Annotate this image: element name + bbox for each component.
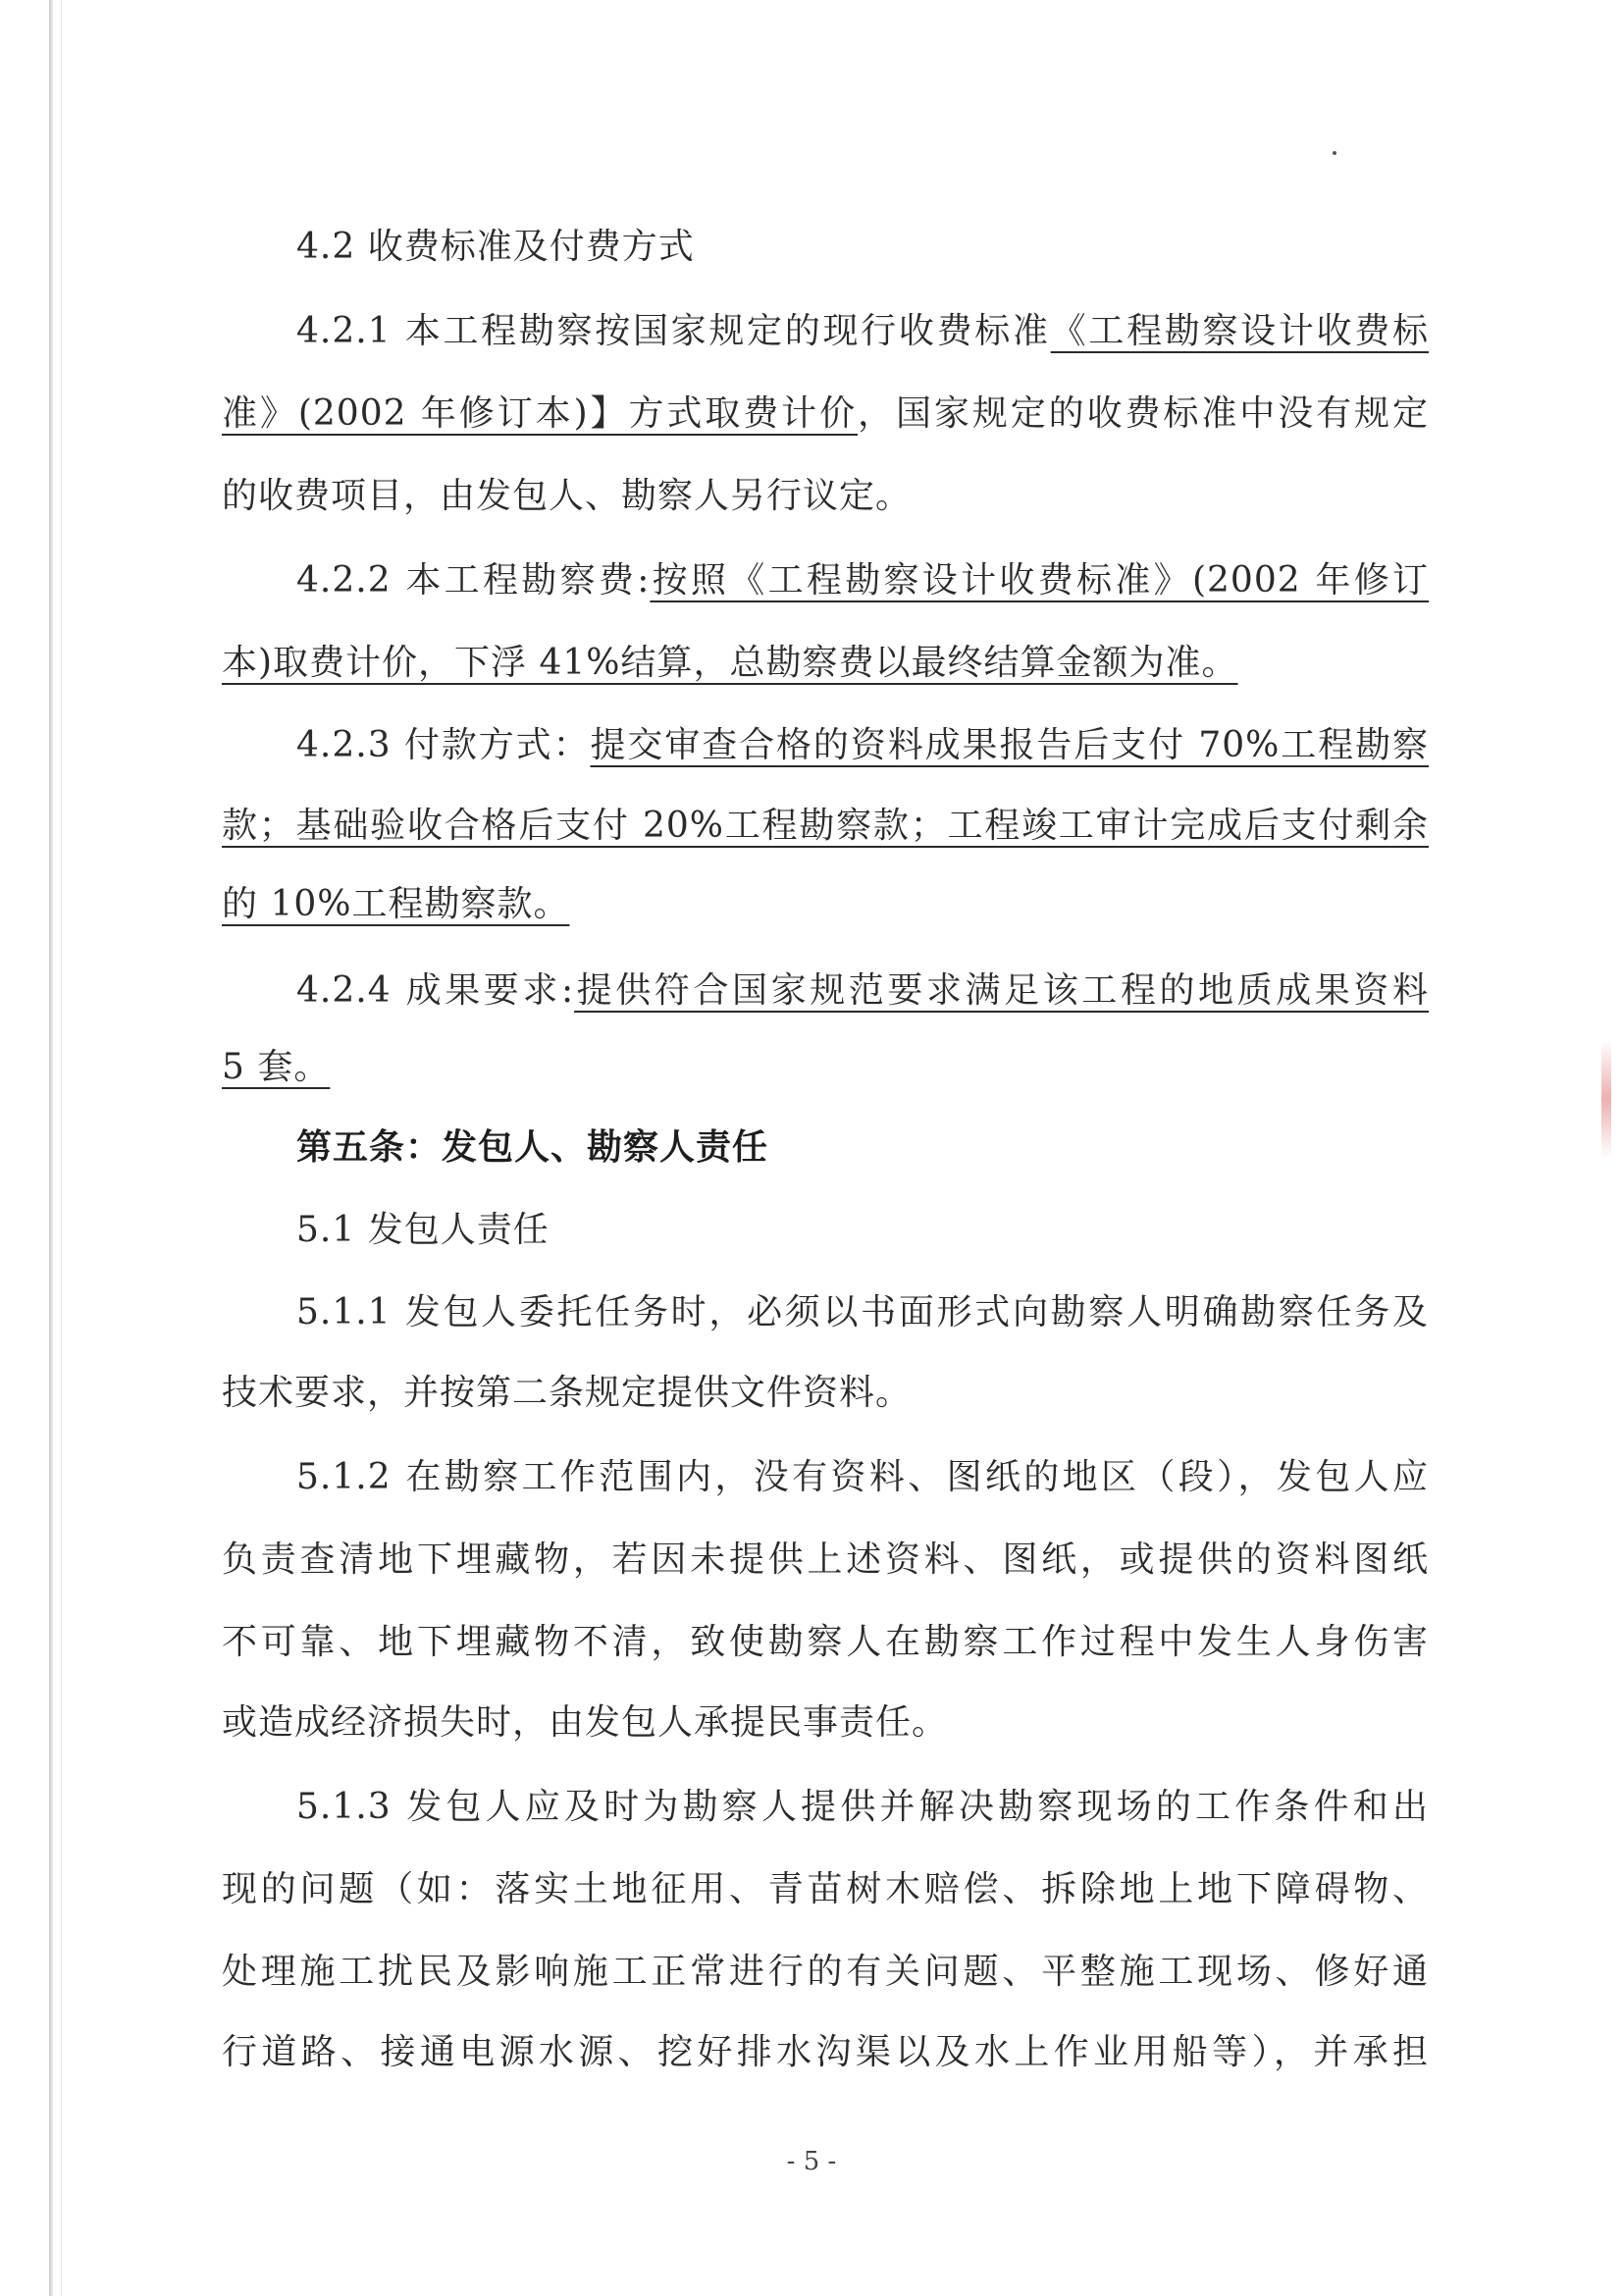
paragraph-4-2-3-line-3 xyxy=(222,883,1429,926)
body-text: 行道路、接通电源水源、挖好排水沟渠以及水上作业用船等），并承担 xyxy=(222,2032,1429,2072)
paragraph-4-2-2-line-1 xyxy=(296,559,1429,602)
paragraph-5-1-1-line-2 xyxy=(222,1372,1429,1415)
section-heading-5-1 xyxy=(296,1209,1429,1252)
section-heading-text: 4.2 收费标准及付费方式 xyxy=(296,227,695,267)
underlined-fill-text: 5 套。 xyxy=(222,1047,331,1087)
paragraph-5-1-2-line-1 xyxy=(296,1456,1429,1499)
underlined-fill-text: 按照《工程勘察设计收费标准》(2002 年修订 xyxy=(650,560,1429,600)
paragraph-5-1-3-line-1 xyxy=(296,1786,1429,1829)
underlined-fill-text: 提供符合国家规范要求满足该工程的地质成果资料 xyxy=(574,970,1429,1011)
article-title-text: 第五条：发包人、勘察人责任 xyxy=(296,1127,769,1168)
scan-edge-line xyxy=(61,0,62,2296)
clause-label: 4.2.2 本工程勘察费: xyxy=(296,560,651,600)
paragraph-5-1-2-line-3 xyxy=(222,1621,1429,1664)
paragraph-5-1-3-line-2 xyxy=(222,1868,1429,1911)
clause-label: 4.2.1 本工程勘察按国家规定的现行收费标准 xyxy=(296,311,1051,351)
paragraph-4-2-1-line-1 xyxy=(296,310,1429,353)
paragraph-5-1-3-line-3 xyxy=(222,1951,1429,1994)
body-text: 现的问题（如：落实土地征用、青苗树木赔偿、拆除地上地下障碍物、 xyxy=(222,1869,1429,1909)
page-number: - 5 - xyxy=(786,2147,837,2176)
underlined-fill-text: 本)取费计价，下浮 41%结算，总勘察费以最终结算金额为准。 xyxy=(222,643,1238,683)
paragraph-4-2-4-line-1 xyxy=(296,969,1429,1013)
paragraph-5-1-2-line-4 xyxy=(222,1701,1429,1745)
paragraph-4-2-1-line-3 xyxy=(222,475,1429,518)
paragraph-5-1-3-line-4 xyxy=(222,2031,1429,2074)
stamp-edge-mark xyxy=(1601,1040,1611,1158)
underlined-fill-text: 款；基础验收合格后支付 20%工程勘察款；工程竣工审计完成后支付剩余 xyxy=(222,806,1429,846)
article-5-title xyxy=(296,1126,1429,1170)
paragraph-4-2-2-line-2 xyxy=(222,642,1429,685)
paragraph-5-1-2-line-2 xyxy=(222,1539,1429,1582)
underlined-fill-text: 准》(2002 年修订本)】方式取费计价 xyxy=(222,393,859,434)
body-text: 负责查清地下埋藏物，若因未提供上述资料、图纸，或提供的资料图纸 xyxy=(222,1539,1429,1580)
body-text: 5.1.1 发包人委托任务时，必须以书面形式向勘察人明确勘察任务及 xyxy=(296,1292,1429,1332)
body-text: 不可靠、地下埋藏物不清，致使勘察人在勘察工作过程中发生人身伤害 xyxy=(222,1622,1429,1662)
paragraph-5-1-1-line-1 xyxy=(296,1291,1429,1334)
underlined-fill-text: 《工程勘察设计收费标 xyxy=(1050,311,1429,351)
section-heading-text: 5.1 发包人责任 xyxy=(296,1210,550,1250)
underlined-fill-text: 的 10%工程勘察款。 xyxy=(222,884,570,924)
underlined-fill-text: 提交审查合格的资料成果报告后支付 70%工程勘察 xyxy=(590,725,1429,765)
section-heading-4-2 xyxy=(296,226,1429,269)
clause-label: 4.2.4 成果要求: xyxy=(296,970,575,1011)
body-text: 处理施工扰民及影响施工正常进行的有关问题、平整施工现场、修好通 xyxy=(222,1952,1429,1992)
paragraph-4-2-3-line-1 xyxy=(296,724,1429,767)
body-text: 或造成经济损失时，由发包人承提民事责任。 xyxy=(222,1702,949,1743)
paragraph-4-2-4-line-2 xyxy=(222,1046,1429,1089)
body-text: 5.1.2 在勘察工作范围内，没有资料、图纸的地区（段），发包人应 xyxy=(296,1457,1429,1497)
body-text: 技术要求，并按第二条规定提供文件资料。 xyxy=(222,1373,913,1413)
body-text: 5.1.3 发包人应及时为勘察人提供并解决勘察现场的工作条件和出 xyxy=(296,1787,1429,1827)
paragraph-4-2-3-line-2 xyxy=(222,805,1429,848)
paragraph-4-2-1-line-2 xyxy=(222,392,1429,436)
body-text: ，国家规定的收费标准中没有规定 xyxy=(858,393,1429,434)
body-text: 的收费项目，由发包人、勘察人另行议定。 xyxy=(222,476,913,516)
scan-speck xyxy=(1333,151,1336,155)
clause-label: 4.2.3 付款方式： xyxy=(296,725,591,765)
scan-edge-shadow xyxy=(49,0,53,2296)
